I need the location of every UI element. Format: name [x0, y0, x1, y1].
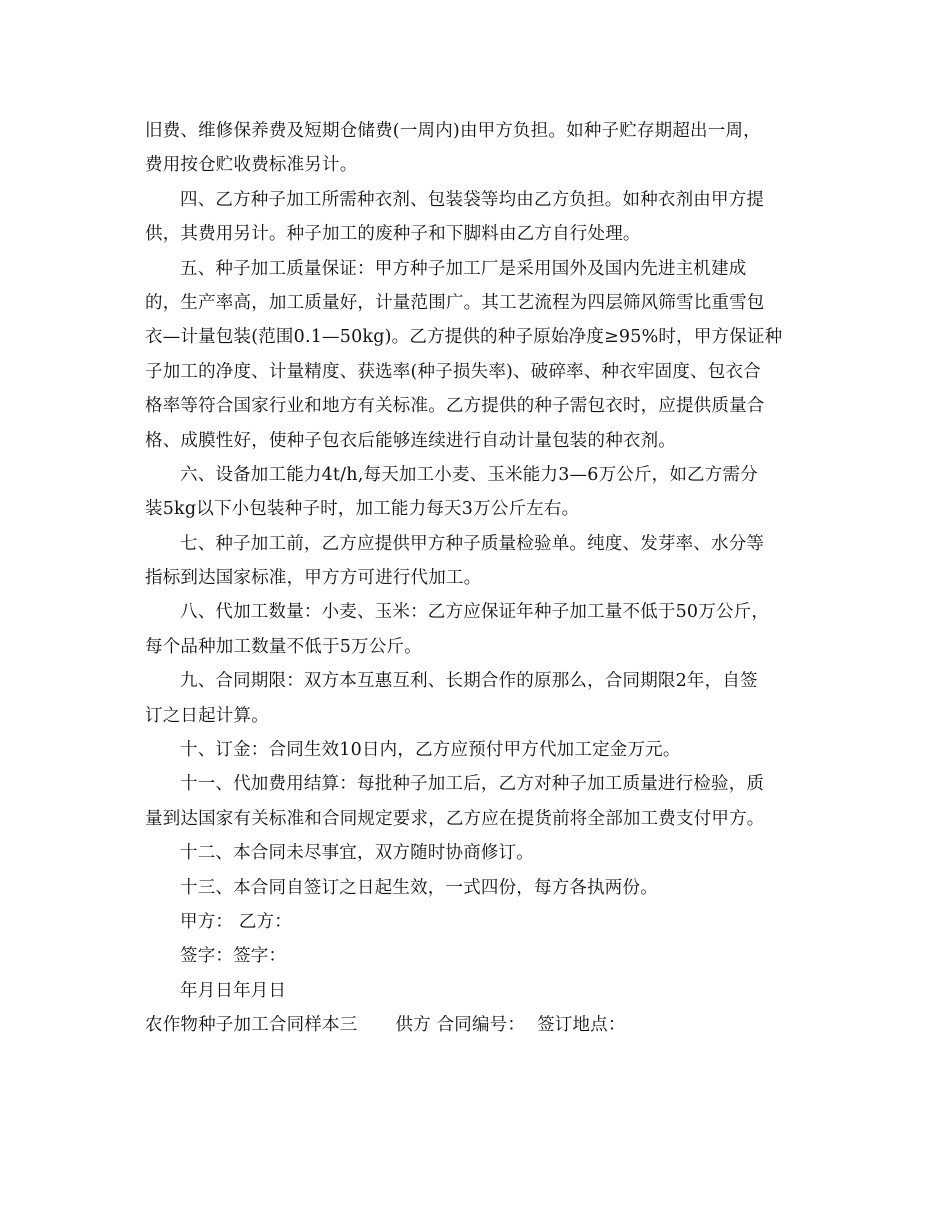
document-line: 子加工的净度、计量精度、获选率(种子损失率)、破碎率、种衣牢固度、包衣合 — [145, 361, 761, 382]
document-line: 格率等符合国家行业和地方有关标准。乙方提供的种子需包衣时，应提供质量合 — [145, 396, 765, 417]
document-line: 七、种子加工前，乙方应提供甲方种子质量检验单。纯度、发芽率、水分等 — [180, 533, 765, 554]
document-line: 十一、代加费用结算：每批种子加工后，乙方对种子加工质量进行检验，质 — [180, 774, 765, 795]
document-line: 装5kg以下小包装种子时，加工能力每天3万公斤左右。 — [145, 499, 580, 520]
document-line: 衣—计量包装(范围0.1—50kg)。乙方提供的种子原始净度≥95%时，甲方保证种 — [145, 327, 783, 348]
document-line: 订之日起计算。 — [145, 705, 269, 726]
document-footer-line — [145, 1008, 805, 1042]
document-line: 五、种子加工质量保证：甲方种子加工厂是采用国外及国内先进主机建成 — [180, 258, 747, 279]
document-line: 指标到达国家标准，甲方方可进行代加工。 — [145, 568, 482, 589]
supplier-contract-number: 供方 合同编号： — [395, 1015, 526, 1036]
document-line: 费用按仓贮收费标准另计。 — [145, 155, 358, 176]
signing-location: 签订地点： — [537, 1015, 626, 1036]
document-line: 十三、本合同自签订之日起生效，一式四份，每方各执两份。 — [180, 877, 658, 898]
document-line: 供，其费用另计。种子加工的废种子和下脚料由乙方自行处理。 — [145, 224, 641, 245]
document-line: 四、乙方种子加工所需种衣剂、包装袋等均由乙方负担。如种衣剂由甲方提 — [180, 189, 765, 210]
document-line: 的，生产率高，加工质量好，计量范围广。其工艺流程为四层筛风筛雪比重雪包 — [145, 292, 765, 313]
document-line: 签字：签字： — [180, 946, 287, 967]
document-line: 每个品种加工数量不低于5万公斤。 — [145, 636, 422, 657]
document-line: 八、代加工数量：小麦、玉米：乙方应保证年种子加工量不低于50万公斤， — [180, 602, 770, 623]
document-body — [145, 114, 805, 1008]
document-line: 十二、本合同未尽事宜，双方随时协商修订。 — [180, 843, 534, 864]
document-line: 十、订金：合同生效10日内，乙方应预付甲方代加工定金万元。 — [180, 740, 681, 761]
document-line: 六、设备加工能力4t/h,每天加工小麦、玉米能力3—6万公斤，如乙方需分 — [180, 464, 758, 485]
document-line: 甲方： 乙方： — [180, 911, 292, 932]
next-contract-title: 农作物种子加工合同样本三 — [145, 1015, 358, 1036]
document-line: 年月日年月日 — [180, 980, 287, 1001]
document-line: 九、合同期限：双方本互惠互利、长期合作的原那么，合同期限2年，自签 — [180, 671, 758, 692]
document-line: 旧费、维修保养费及短期仓储费(一周内)由甲方负担。如种子贮存期超出一周， — [145, 121, 761, 141]
document-line: 量到达国家有关标准和合同规定要求，乙方应在提货前将全部加工费支付甲方。 — [145, 808, 765, 829]
document-line: 格、成膜性好，使种子包衣后能够连续进行自动计量包装的种衣剂。 — [145, 430, 676, 451]
document-page — [145, 114, 805, 1043]
